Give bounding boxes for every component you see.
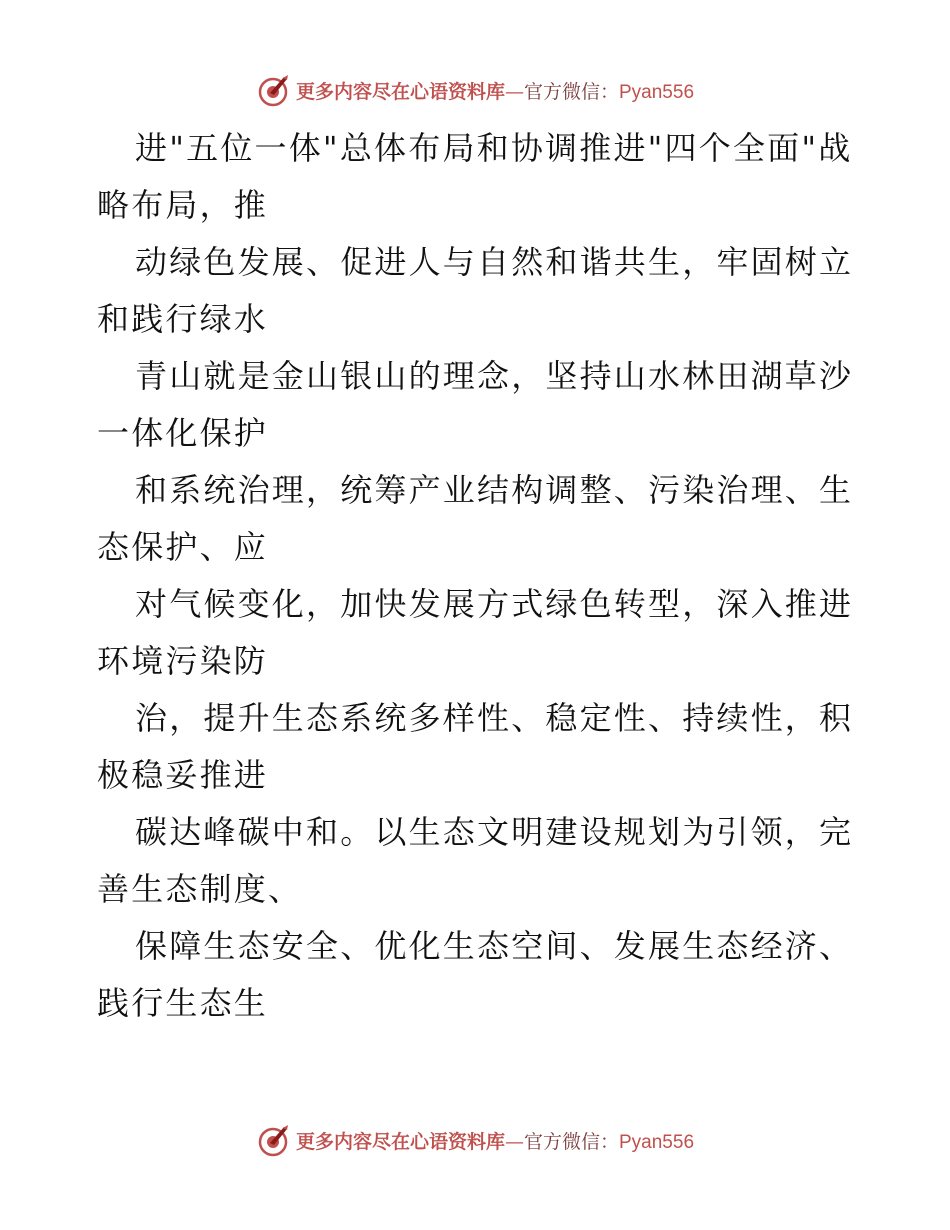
banner-wechat-label: 官方微信：	[523, 1130, 619, 1153]
paragraph: 碳达峰碳中和。以生态文明建设规划为引领，完善生态制度、	[97, 813, 854, 908]
banner-title: 更多内容尽在心语资料库	[295, 1130, 505, 1153]
banner-dash: —	[504, 1130, 524, 1153]
paragraph: 动绿色发展、促进人与自然和谐共生，牢固树立和践行绿水	[97, 243, 854, 338]
header-banner	[0, 70, 950, 110]
document-body	[97, 120, 857, 1032]
banner-wechat-id: Pyan556	[619, 1131, 695, 1153]
quill-pen-logo-icon	[256, 73, 290, 107]
paragraph: 青山就是金山银山的理念，坚持山水林田湖草沙一体化保护	[97, 357, 854, 452]
footer-banner	[0, 1120, 950, 1160]
banner-dash: —	[504, 80, 524, 103]
paragraph: 对气候变化，加快发展方式绿色转型，深入推进环境污染防	[97, 585, 854, 680]
banner-wechat-label: 官方微信：	[523, 80, 619, 103]
paragraph: 治，提升生态系统多样性、稳定性、持续性，积极稳妥推进	[97, 699, 854, 794]
paragraph: 保障生态安全、优化生态空间、发展生态经济、践行生态生	[97, 927, 854, 1022]
banner-wechat-id: Pyan556	[619, 81, 695, 103]
paragraph: 和系统治理，统筹产业结构调整、污染治理、生态保护、应	[97, 471, 854, 566]
quill-pen-logo-icon	[256, 1123, 290, 1157]
banner-title: 更多内容尽在心语资料库	[295, 80, 505, 103]
paragraph: 进"五位一体"总体布局和协调推进"四个全面"战略布局，推	[97, 129, 853, 224]
